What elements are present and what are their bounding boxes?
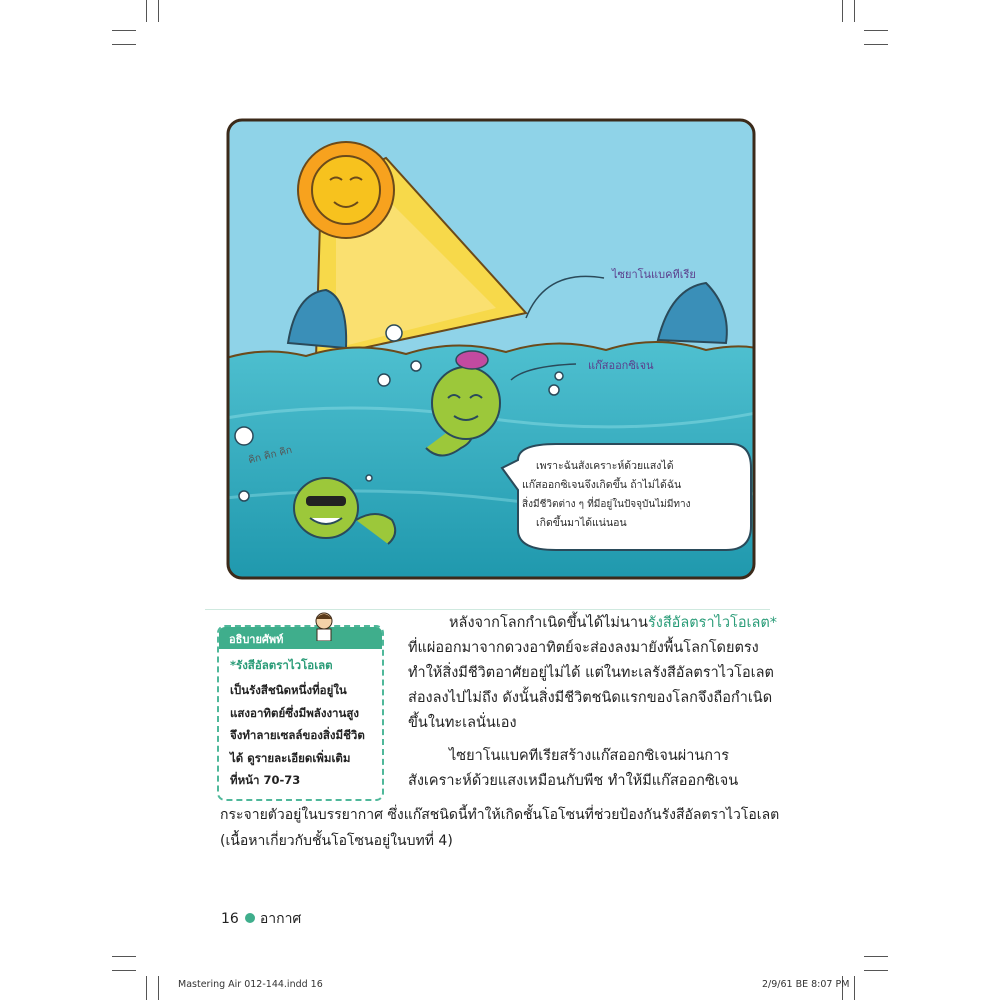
crop-mark (112, 970, 136, 971)
highlight-term: รังสีอัลตราไวโอเลต* (647, 615, 778, 631)
glossary-title: อธิบายศัพท์ (229, 633, 284, 646)
crop-mark (146, 0, 147, 22)
teacher-avatar-icon (311, 611, 337, 641)
crop-mark (864, 44, 888, 45)
glossary-line: จึงทำลายเซลล์ของสิ่งมีชีวิต (230, 728, 365, 742)
crop-mark (146, 976, 147, 1000)
cartoon-illustration (226, 118, 756, 580)
glossary-line: แสงอาทิตย์ซึ่งมีพลังงานสูง (230, 705, 360, 720)
paragraph-1-line: ที่แผ่ออกมาจากดวงอาทิตย์จะส่องลงมายังพื้นโลกโดยตรง (408, 640, 759, 656)
crop-mark (864, 970, 888, 971)
paragraph-2-line: ไซยาโนแบคทีเรียสร้างแก๊สออกซิเจนผ่านการ (449, 748, 730, 764)
crop-mark (158, 976, 159, 1000)
page-footer (221, 908, 301, 930)
paragraph-1-line: ขึ้นในทะเลนั่นเอง (408, 715, 517, 731)
section-divider (205, 609, 770, 610)
speech-line: เพราะฉันสังเคราะห์ด้วยแสงได้ (536, 460, 674, 472)
page-number: 16 (221, 911, 239, 927)
glossary-header (219, 627, 382, 649)
crop-mark (854, 976, 855, 1000)
paragraph-1-line: ทำให้สิ่งมีชีวิตอาศัยอยู่ไม่ได้ แต่ในทะเลรังสีอัลตราไวโอเลต (408, 665, 774, 681)
crop-mark (842, 0, 843, 22)
paragraph-2-line: สังเคราะห์ด้วยแสงเหมือนกับพืช ทำให้มีแก๊สออกซิเจน (408, 773, 739, 789)
print-slug-date: 2/9/61 BE 8:07 PM (762, 979, 850, 990)
crop-mark (864, 30, 888, 31)
glossary-box (217, 625, 384, 801)
speech-text (522, 457, 697, 533)
paragraph-1-line: ส่องลงไปไม่ถึง ดังนั้นสิ่งมีชีวิตชนิดแรกของโลกจึงถือกำเนิด (408, 690, 773, 706)
paragraph-1-line (449, 611, 777, 636)
glossary-line: ที่หน้า 70-73 (230, 773, 301, 787)
bullet-dot-icon (245, 913, 255, 923)
speech-line: เกิดขึ้นมาได้แน่นอน (536, 517, 627, 529)
crop-mark (864, 956, 888, 957)
speech-line: สิ่งมีชีวิตต่าง ๆ ที่มีอยู่ในปัจจุบันไม่มีทาง (522, 499, 691, 510)
label-cyanobacteria: ไซยาโนแบคทีเรีย (612, 268, 696, 281)
print-slug-file: Mastering Air 012-144.indd 16 (178, 979, 323, 990)
section-name: อากาศ (259, 911, 302, 927)
paragraph-2-line: (เนื้อหาเกี่ยวกับชั้นโอโซนอยู่ในบทที่ 4) (220, 833, 453, 849)
crop-mark (112, 30, 136, 31)
crop-mark (112, 956, 136, 957)
sun-character (298, 142, 394, 238)
glossary-term: *รังสีอัลตราไวโอเลต (230, 658, 333, 672)
paragraph-2-line: กระจายตัวอยู่ในบรรยากาศ ซึ่งแก๊สชนิดนี้ทำให้เกิดชั้นโอโซนที่ช่วยป้องกันรังสีอัลตราไวโอเลต (220, 807, 780, 823)
speech-line: แก๊สออกซิเจนจึงเกิดขึ้น ถ้าไม่ได้ฉัน (522, 479, 682, 491)
paragraph-text: หลังจากโลกกำเนิดขึ้นได้ไม่นาน (449, 615, 648, 631)
label-oxygen: แก๊สออกซิเจน (588, 359, 654, 372)
glossary-line: เป็นรังสีชนิดหนึ่งที่อยู่ใน (230, 683, 347, 697)
glossary-line: ได้ ดูรายละเอียดเพิ่มเติม (230, 750, 351, 765)
crop-mark (112, 44, 136, 45)
sound-effect-text: คิก คิก คิก (247, 444, 294, 467)
glossary-definition (230, 679, 380, 792)
crop-mark (854, 0, 855, 22)
crop-mark (158, 0, 159, 22)
